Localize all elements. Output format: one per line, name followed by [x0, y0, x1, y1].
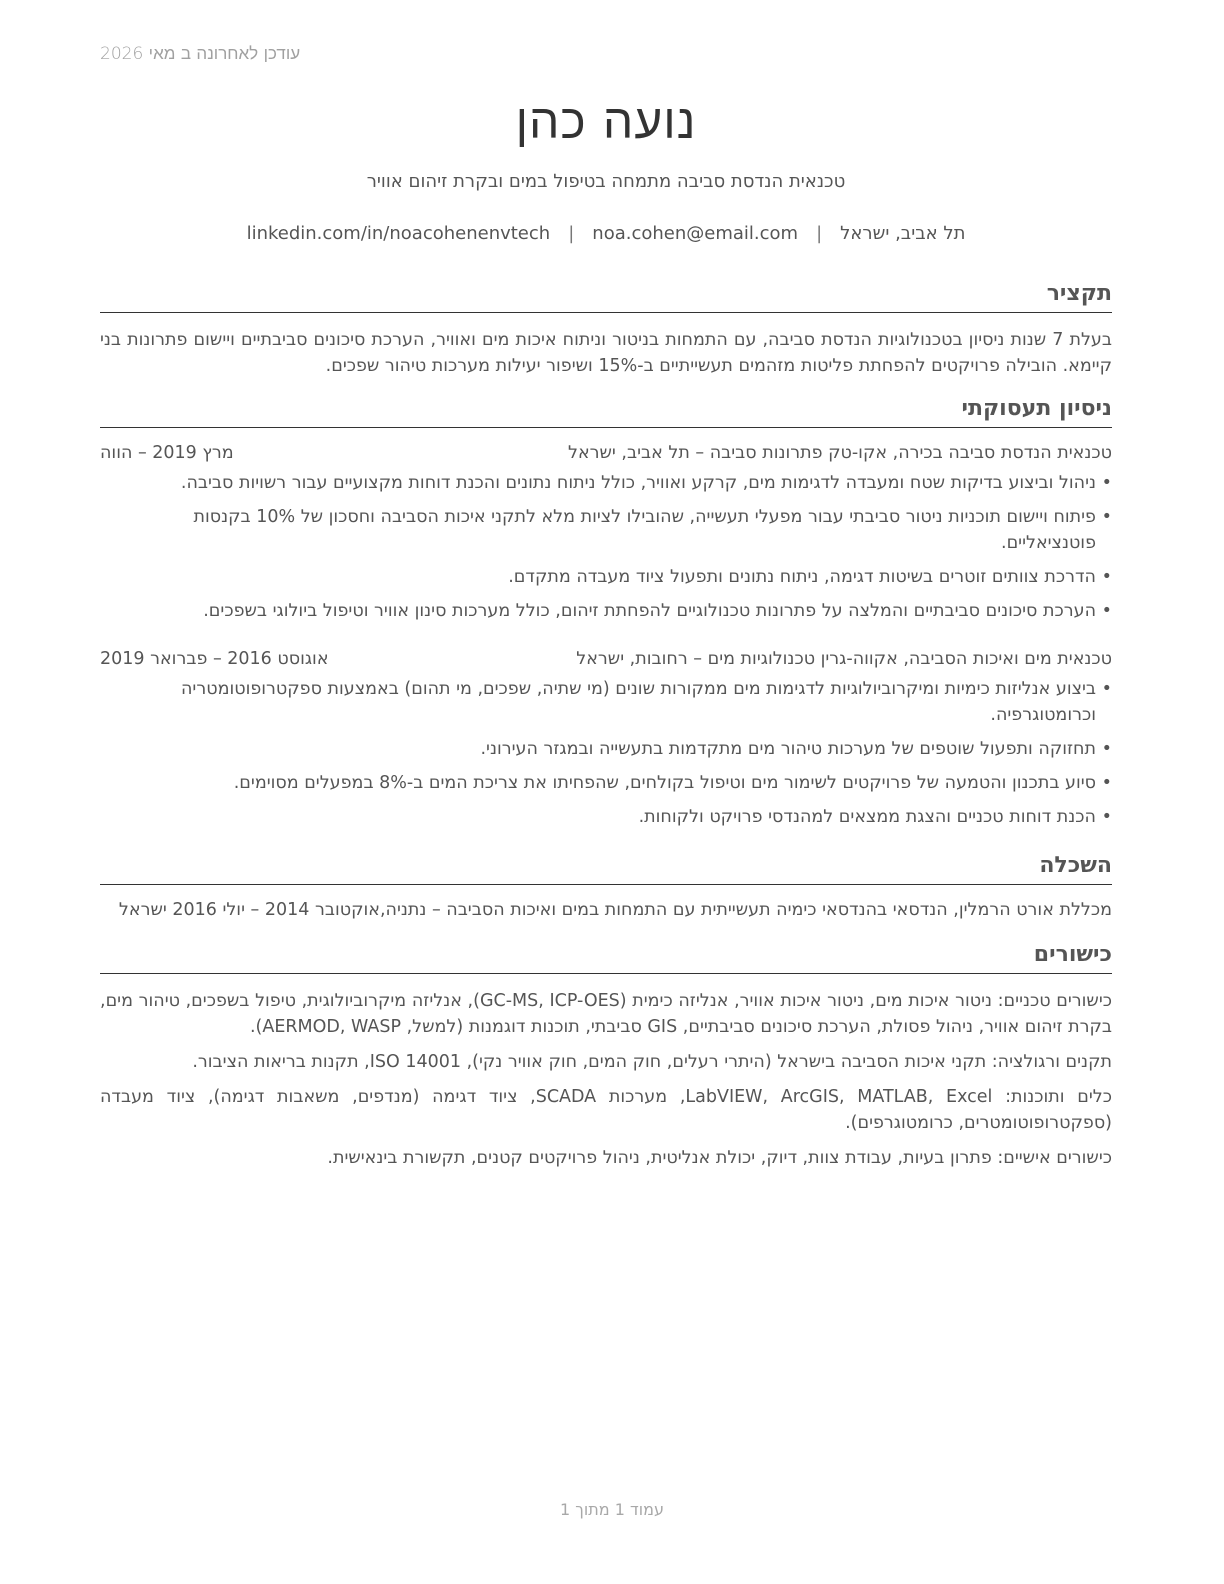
job-bullet: • הכנת דוחות טכניים והצגת ממצאים למהנדסי פרויקט ולקוחות. [100, 804, 1112, 830]
job-bullets [100, 676, 1112, 830]
contact-linkedin-link[interactable]: linkedin.com/in/noacohenenvtech [246, 223, 551, 244]
job-entry [100, 440, 1112, 624]
job-bullets [100, 470, 1112, 624]
job-role: טכנאית מים ואיכות הסביבה, אקווה-גרין טכנולוגיות מים – רחובות, ישראל [576, 649, 1112, 669]
skills-personal: כישורים אישיים: פתרון בעיות, עבודת צוות, דיוק, יכולת אנליטית, ניהול פרויקטים קטנים, תקשורת בינאישית. [327, 1148, 1112, 1168]
job-dates: מרץ 2019 – הווה [100, 443, 234, 463]
job-bullet: • תחזוקה ותפעול שוטפים של מערכות טיהור מים מתקדמות בתעשייה ובמגזר העירוני. [100, 736, 1112, 762]
summary-heading: תקציר [100, 280, 1112, 313]
job-bullet: • סיוע בתכנון והטמעה של פרויקטים לשימור מים וטיפול בקולחים, שהפחיתו את צריכת המים ב-8% במפעלים מסוימים. [100, 770, 1112, 796]
last-updated-note: עודכן לאחרונה ב מאי 2026 [100, 44, 301, 64]
skills-regulation: תקנים ורגולציה: תקני איכות הסביבה בישראל (היתרי רעלים, חוק המים, חוק אוויר נקי), ISO 14001, תקנות בריאות הציבור. [192, 1052, 1112, 1072]
job-entry [100, 646, 1112, 830]
contact-location: תל אביב, ישראל [840, 223, 966, 244]
skills-heading: כישורים [100, 941, 1112, 974]
candidate-name: נועה כהן [515, 94, 697, 150]
job-header [100, 440, 1112, 466]
job-role: טכנאית הנדסת סביבה בכירה, אקו-טק פתרונות סביבה – תל אביב, ישראל [568, 443, 1112, 463]
summary-text: בעלת 7 שנות ניסיון בטכנולוגיות הנדסת סביבה, עם התמחות בניטור וניתוח איכות מים ואוויר, הערכת סיכונים סביבתיים ויישום פתרונות בני קיימא. הובילה פרויקטים להפחתת פליטות מזהמים תעשייתיים ב-15% ושיפור יעילות מערכות טיהור שפכים. [100, 330, 1112, 376]
page-number: עמוד 1 מתוך 1 [560, 1500, 664, 1519]
experience-section [100, 395, 1112, 830]
contact-separator: | [568, 223, 575, 244]
job-bullet: • הערכת סיכונים סביבתיים והמלצה על פתרונות טכנולוגיים להפחתת זיהום, כולל מערכות סינון אוויר וטיפול ביולוגי בשפכים. [100, 598, 1112, 624]
education-section [100, 852, 1112, 923]
skills-technical: כישורים טכניים: ניטור איכות מים, ניטור איכות אוויר, אנליזה כימית (GC-MS, ICP-OES), אנליזה מיקרוביולוגית, טיפול בשפכים, טיהור מים, בקרת זיהום אוויר, ניהול פסולת, הערכת סיכונים סביבתיים, GIS סביבתי, תוכנות דוגמנות (למשל, AERMOD, WASP). [100, 991, 1112, 1037]
job-bullet: • הדרכת צוותים זוטרים בשיטות דגימה, ניתוח נתונים ותפעול ציוד מעבדה מתקדם. [100, 564, 1112, 590]
job-bullet: • ניהול וביצוע בדיקות שטח ומעבדה לדגימות מים, קרקע ואוויר, כולל ניתוח נתונים והכנת דוחות מקצועיים עבור רשויות סביבה. [100, 470, 1112, 496]
experience-heading: ניסיון תעסוקתי [100, 395, 1112, 428]
skills-section [100, 941, 1112, 1171]
education-heading: השכלה [100, 852, 1112, 885]
skills-tools: כלים ותוכנות: LabVIEW, ArcGIS, MATLAB, Excel, מערכות SCADA, ציוד דגימה (מנדפים, משאבות דגימה), ציוד מעבדה (ספקטרופוטומטרים, כרומטוגרפים). [100, 1087, 1112, 1133]
education-text: מכללת אורט הרמלין, הנדסאי בהנדסאי כימיה תעשייתית עם התמחות במים ואיכות הסביבה – נתניה,אוקטובר 2014 – יולי 2016 ישראל [118, 900, 1112, 920]
job-dates: אוגוסט 2016 – פברואר 2019 [100, 649, 329, 669]
summary-section [100, 280, 1112, 379]
candidate-headline: טכנאית הנדסת סביבה מתמחה בטיפול במים ובקרת זיהום אוויר [366, 171, 846, 192]
job-bullet: • פיתוח ויישום תוכניות ניטור סביבתי עבור מפעלי תעשייה, שהובילו לציות מלא לתקני איכות הסביבה וחסכון של 10% בקנסות פוטנציאליים. [100, 504, 1112, 556]
resume-page [100, 92, 1112, 1171]
contact-separator: | [816, 223, 823, 244]
job-header [100, 646, 1112, 672]
job-bullet: • ביצוע אנליזות כימיות ומיקרוביולוגיות לדגימות מים ממקורות שונים (מי שתיה, שפכים, מי תהום) באמצעות ספקטרופוטומטריה וכרומטוגרפיה. [100, 676, 1112, 728]
contact-email-link[interactable]: noa.cohen@email.com [592, 223, 799, 244]
contact-line [100, 222, 1112, 246]
